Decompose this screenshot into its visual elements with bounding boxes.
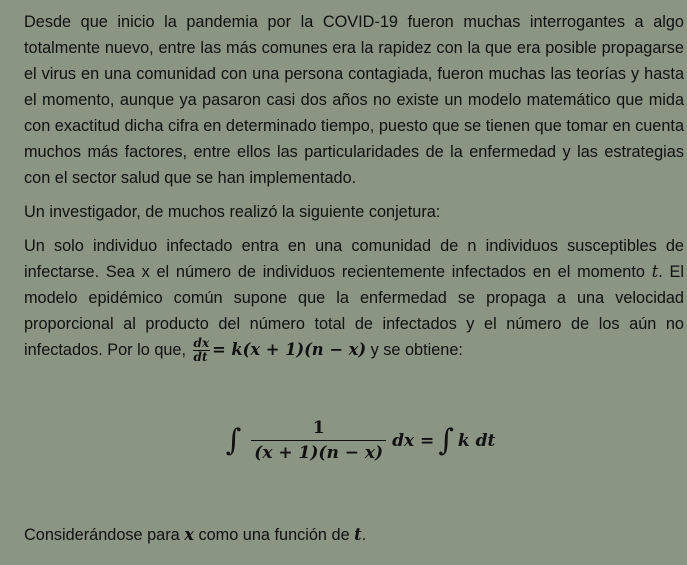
derivative-numerator: dx — [193, 336, 210, 351]
model-text: Un solo individuo infectado entra en una comunidad de n individuos susceptibles de infectarse. Sea x el número de individuos recientemente infectados en el momento — [24, 237, 684, 281]
left-differential: dx = — [392, 430, 435, 451]
right-integral-sign: ∫ — [438, 422, 454, 458]
differential-equation-rhs: = k(x + 1)(n − x) — [212, 340, 367, 359]
integrand-numerator: 1 — [251, 418, 386, 441]
model-paragraph — [24, 233, 684, 364]
model-t: t — [651, 262, 659, 281]
left-integral-sign: ∫ — [225, 422, 242, 458]
derivative-fraction — [193, 337, 211, 364]
integral-equation — [0, 418, 687, 463]
conclusion-text-2: como una función de — [193, 526, 355, 544]
conclusion-line — [24, 522, 366, 548]
derivative-denominator: dt — [193, 350, 208, 365]
integrand-fraction — [251, 418, 386, 463]
conjecture-intro: Un investigador, de muchos realizó la siguiente conjetura: — [24, 203, 441, 221]
integrand-denominator: (x + 1)(n − x) — [254, 443, 384, 463]
conclusion-end: . — [361, 526, 367, 544]
model-text-2: . El modelo epidémico común supone que la enfermedad se propaga a una velocidad proporcional al producto del número total de infectados y el número de los aún no infectados. Por lo que, — [24, 263, 685, 359]
conclusion-x: x — [184, 525, 194, 544]
conclusion-text-1: Considerándose para — [24, 526, 185, 544]
intro-paragraph: Desde que inicio la pandemia por la COVID-19 fueron muchas interrogantes a algo totalmente nuevo, entre las más comunes era la rapidez con la que era posible propagarse el virus en una comunidad con una persona contagiada, fueron muchas las teorías y hasta el momento, aunque ya pasaron casi dos años no existe un modelo matemático que mida con exactitud dicha cifra en determinado tiempo, puesto que se tienen que tomar en cuenta muchos más factores, entre ellos las particularidades de la enfermedad y las estrategias con el sector salud que se han implementado. — [24, 13, 684, 187]
conclusion-t: t — [354, 525, 362, 544]
model-text-3: y se obtiene: — [366, 341, 463, 359]
right-integrand: k dt — [457, 430, 496, 451]
